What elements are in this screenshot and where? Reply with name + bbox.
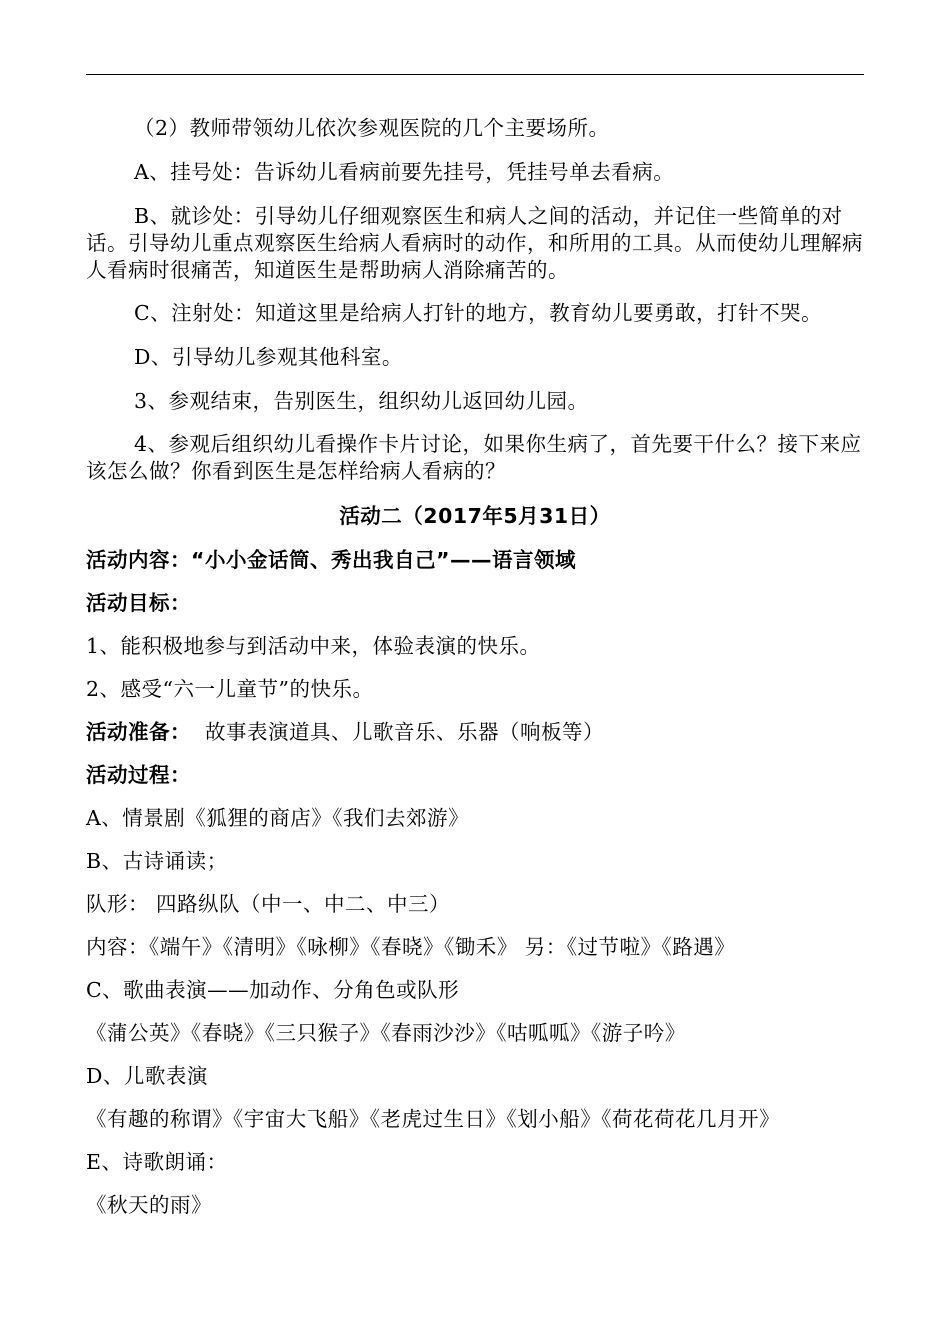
preparation-line <box>86 718 866 746</box>
paragraph-other-departments: D、引导幼儿参观其他科室。 <box>134 345 403 369</box>
paragraph-step-4: 4、参观后组织幼儿看操作卡片讨论，如果你生病了，首先要干什么？接下来应该怎么做？你看到医生是怎样给病人看病的？ <box>86 432 862 483</box>
paragraph-injection: C、注射处：知道这里是给病人打针的地方，教育幼儿要勇敢，打针不哭。 <box>134 301 823 325</box>
preparation-label: 活动准备： <box>86 720 191 744</box>
process-item-e: E、诗歌朗诵： <box>86 1150 228 1174</box>
poem-line: 《秋天的雨》 <box>86 1193 212 1217</box>
process-item-d: D、儿歌表演 <box>86 1064 208 1088</box>
goal-item-1: 1、能积极地参与到活动中来，体验表演的快乐。 <box>86 634 541 658</box>
header-rule <box>86 74 864 75</box>
paragraph-registration: A、挂号处：告诉幼儿看病前要先挂号，凭挂号单去看病。 <box>134 160 675 184</box>
process-label: 活动过程： <box>86 763 191 787</box>
formation-line: 队形： 四路纵队（中一、中二、中三） <box>86 892 451 916</box>
rhymes-line: 《有趣的称谓》《宇宙大飞船》《老虎过生日》《划小船》《荷花荷花几月开》 <box>86 1107 780 1131</box>
paragraph-consultation: B、就诊处：引导幼儿仔细观察医生和病人之间的活动，并记住一些简单的对话。引导幼儿重点观察医生给病人看病时的动作，和所用的工具。从而使幼儿理解病人看病时很痛苦，知道医生是帮助病人消除痛苦的。 <box>86 204 863 282</box>
process-item-c: C、歌曲表演——加动作、分角色或队形 <box>86 978 460 1002</box>
paragraph-step-3: 3、参观结束，告别医生，组织幼儿返回幼儿园。 <box>134 389 589 413</box>
process-item-a: A、情景剧《狐狸的商店》《我们去郊游》 <box>86 806 470 830</box>
activity-content: 活动内容：“小小金话筒、秀出我自己”——语言领域 <box>86 548 576 572</box>
goal-item-2: 2、感受“六一儿童节”的快乐。 <box>86 677 374 701</box>
paragraph-step-2: （2）教师带领幼儿依次参观医院的几个主要场所。 <box>134 116 610 140</box>
preparation-text: 故事表演道具、儿歌音乐、乐器（响板等） <box>205 720 604 744</box>
poems-content-line: 内容：《端午》《清明》《咏柳》《春晓》《锄禾》 另：《过节啦》《路遇》 <box>86 935 736 959</box>
section-heading: 活动二（2017年5月31日） <box>339 504 611 528</box>
songs-line: 《蒲公英》《春晓》《三只猴子》《春雨沙沙》《咕呱呱》《游子吟》 <box>86 1021 686 1045</box>
process-item-b: B、古诗诵读； <box>86 849 228 873</box>
goals-label: 活动目标： <box>86 591 191 615</box>
